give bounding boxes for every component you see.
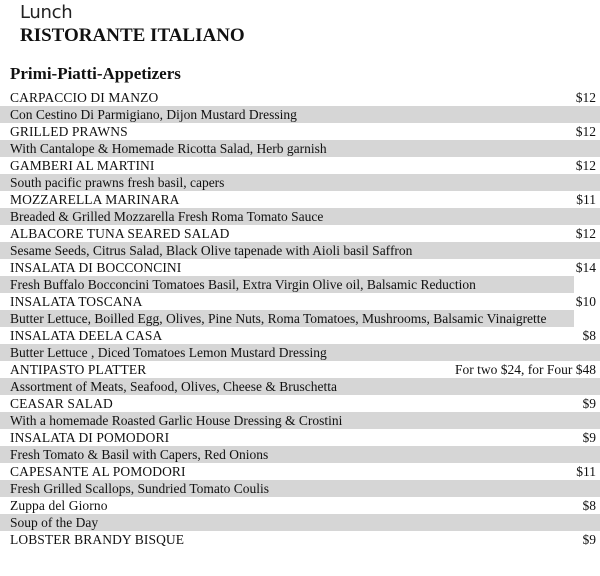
menu-item-name: GRILLED PRAWNS xyxy=(10,124,128,139)
section-title: Primi-Piatti-Appetizers xyxy=(10,64,181,83)
menu-item-price: $8 xyxy=(582,498,596,513)
menu-item xyxy=(0,191,600,208)
menu-item xyxy=(0,361,600,378)
menu-item xyxy=(0,395,600,412)
menu-item-name: INSALATA DI POMODORI xyxy=(10,430,170,445)
menu-item-description: Sesame Seeds, Citrus Salad, Black Olive tapenade with Aioli basil Saffron xyxy=(0,242,600,259)
menu-item xyxy=(0,225,600,242)
menu-item xyxy=(0,327,600,344)
menu-item-price: $10 xyxy=(575,294,596,309)
menu-item-description: Breaded & Grilled Mozzarella Fresh Roma Tomato Sauce xyxy=(0,208,600,225)
menu-item-price: $14 xyxy=(575,260,596,275)
menu-item-description: Soup of the Day xyxy=(0,514,600,531)
menu-list xyxy=(0,89,600,548)
menu-item-name: GAMBERI AL MARTINI xyxy=(10,158,155,173)
menu-item-description: With Cantalope & Homemade Ricotta Salad, Herb garnish xyxy=(0,140,600,157)
menu-item xyxy=(0,89,600,106)
menu-item-description: South pacific prawns fresh basil, capers xyxy=(0,174,600,191)
menu-item-description: With a homemade Roasted Garlic House Dressing & Crostini xyxy=(0,412,600,429)
menu-item-price: $12 xyxy=(575,124,596,139)
menu-item xyxy=(0,429,600,446)
menu-item-price: $9 xyxy=(582,396,596,411)
menu-item xyxy=(0,531,600,548)
menu-item-price: $11 xyxy=(576,192,596,207)
menu-item xyxy=(0,123,600,140)
menu-item-price: $12 xyxy=(575,90,596,105)
menu-item-name: INSALATA DEELA CASA xyxy=(10,328,163,343)
menu-item-name: CEASAR SALAD xyxy=(10,396,113,411)
menu-item-description: Con Cestino Di Parmigiano, Dijon Mustard Dressing xyxy=(0,106,600,123)
menu-item-description: Fresh Tomato & Basil with Capers, Red Onions xyxy=(0,446,600,463)
menu-item-name: ANTIPASTO PLATTER xyxy=(10,362,147,377)
menu-item xyxy=(0,497,600,514)
menu-item-name: INSALATA DI BOCCONCINI xyxy=(10,260,182,275)
restaurant-name: RISTORANTE ITALIANO xyxy=(20,25,245,46)
menu-item-name: CARPACCIO DI MANZO xyxy=(10,90,159,105)
menu-item-description: Butter Lettuce , Diced Tomatoes Lemon Mustard Dressing xyxy=(0,344,600,361)
menu-item xyxy=(0,157,600,174)
menu-item-price: $12 xyxy=(575,158,596,173)
menu-item-price: $8 xyxy=(582,328,596,343)
menu-item-name: LOBSTER BRANDY BISQUE xyxy=(10,532,185,547)
menu-item-name: ALBACORE TUNA SEARED SALAD xyxy=(10,226,230,241)
menu-item-price: $9 xyxy=(582,430,596,445)
page-label: Lunch xyxy=(20,2,73,23)
menu-item-price: For two $24, for Four $48 xyxy=(455,362,596,377)
menu-item xyxy=(0,463,600,480)
menu-item-description: Butter Lettuce, Boilled Egg, Olives, Pine Nuts, Roma Tomatoes, Mushrooms, Balsamic Vinaigrette xyxy=(0,310,574,327)
menu-item-price: $12 xyxy=(575,226,596,241)
menu-item xyxy=(0,293,600,310)
menu-item-description: Assortment of Meats, Seafood, Olives, Cheese & Bruschetta xyxy=(0,378,600,395)
menu-item-description: Fresh Grilled Scallops, Sundried Tomato Coulis xyxy=(0,480,600,497)
menu-item-name: CAPESANTE AL POMODORI xyxy=(10,464,186,479)
menu-item-name: INSALATA TOSCANA xyxy=(10,294,143,309)
menu-item-name: MOZZARELLA MARINARA xyxy=(10,192,180,207)
menu-item-name: Zuppa del Giorno xyxy=(10,498,108,513)
menu-item-price: $9 xyxy=(582,532,596,547)
menu-item-description: Fresh Buffalo Bocconcini Tomatoes Basil, Extra Virgin Olive oil, Balsamic Reduction xyxy=(0,276,574,293)
menu-item-price: $11 xyxy=(576,464,596,479)
menu-item xyxy=(0,259,600,276)
